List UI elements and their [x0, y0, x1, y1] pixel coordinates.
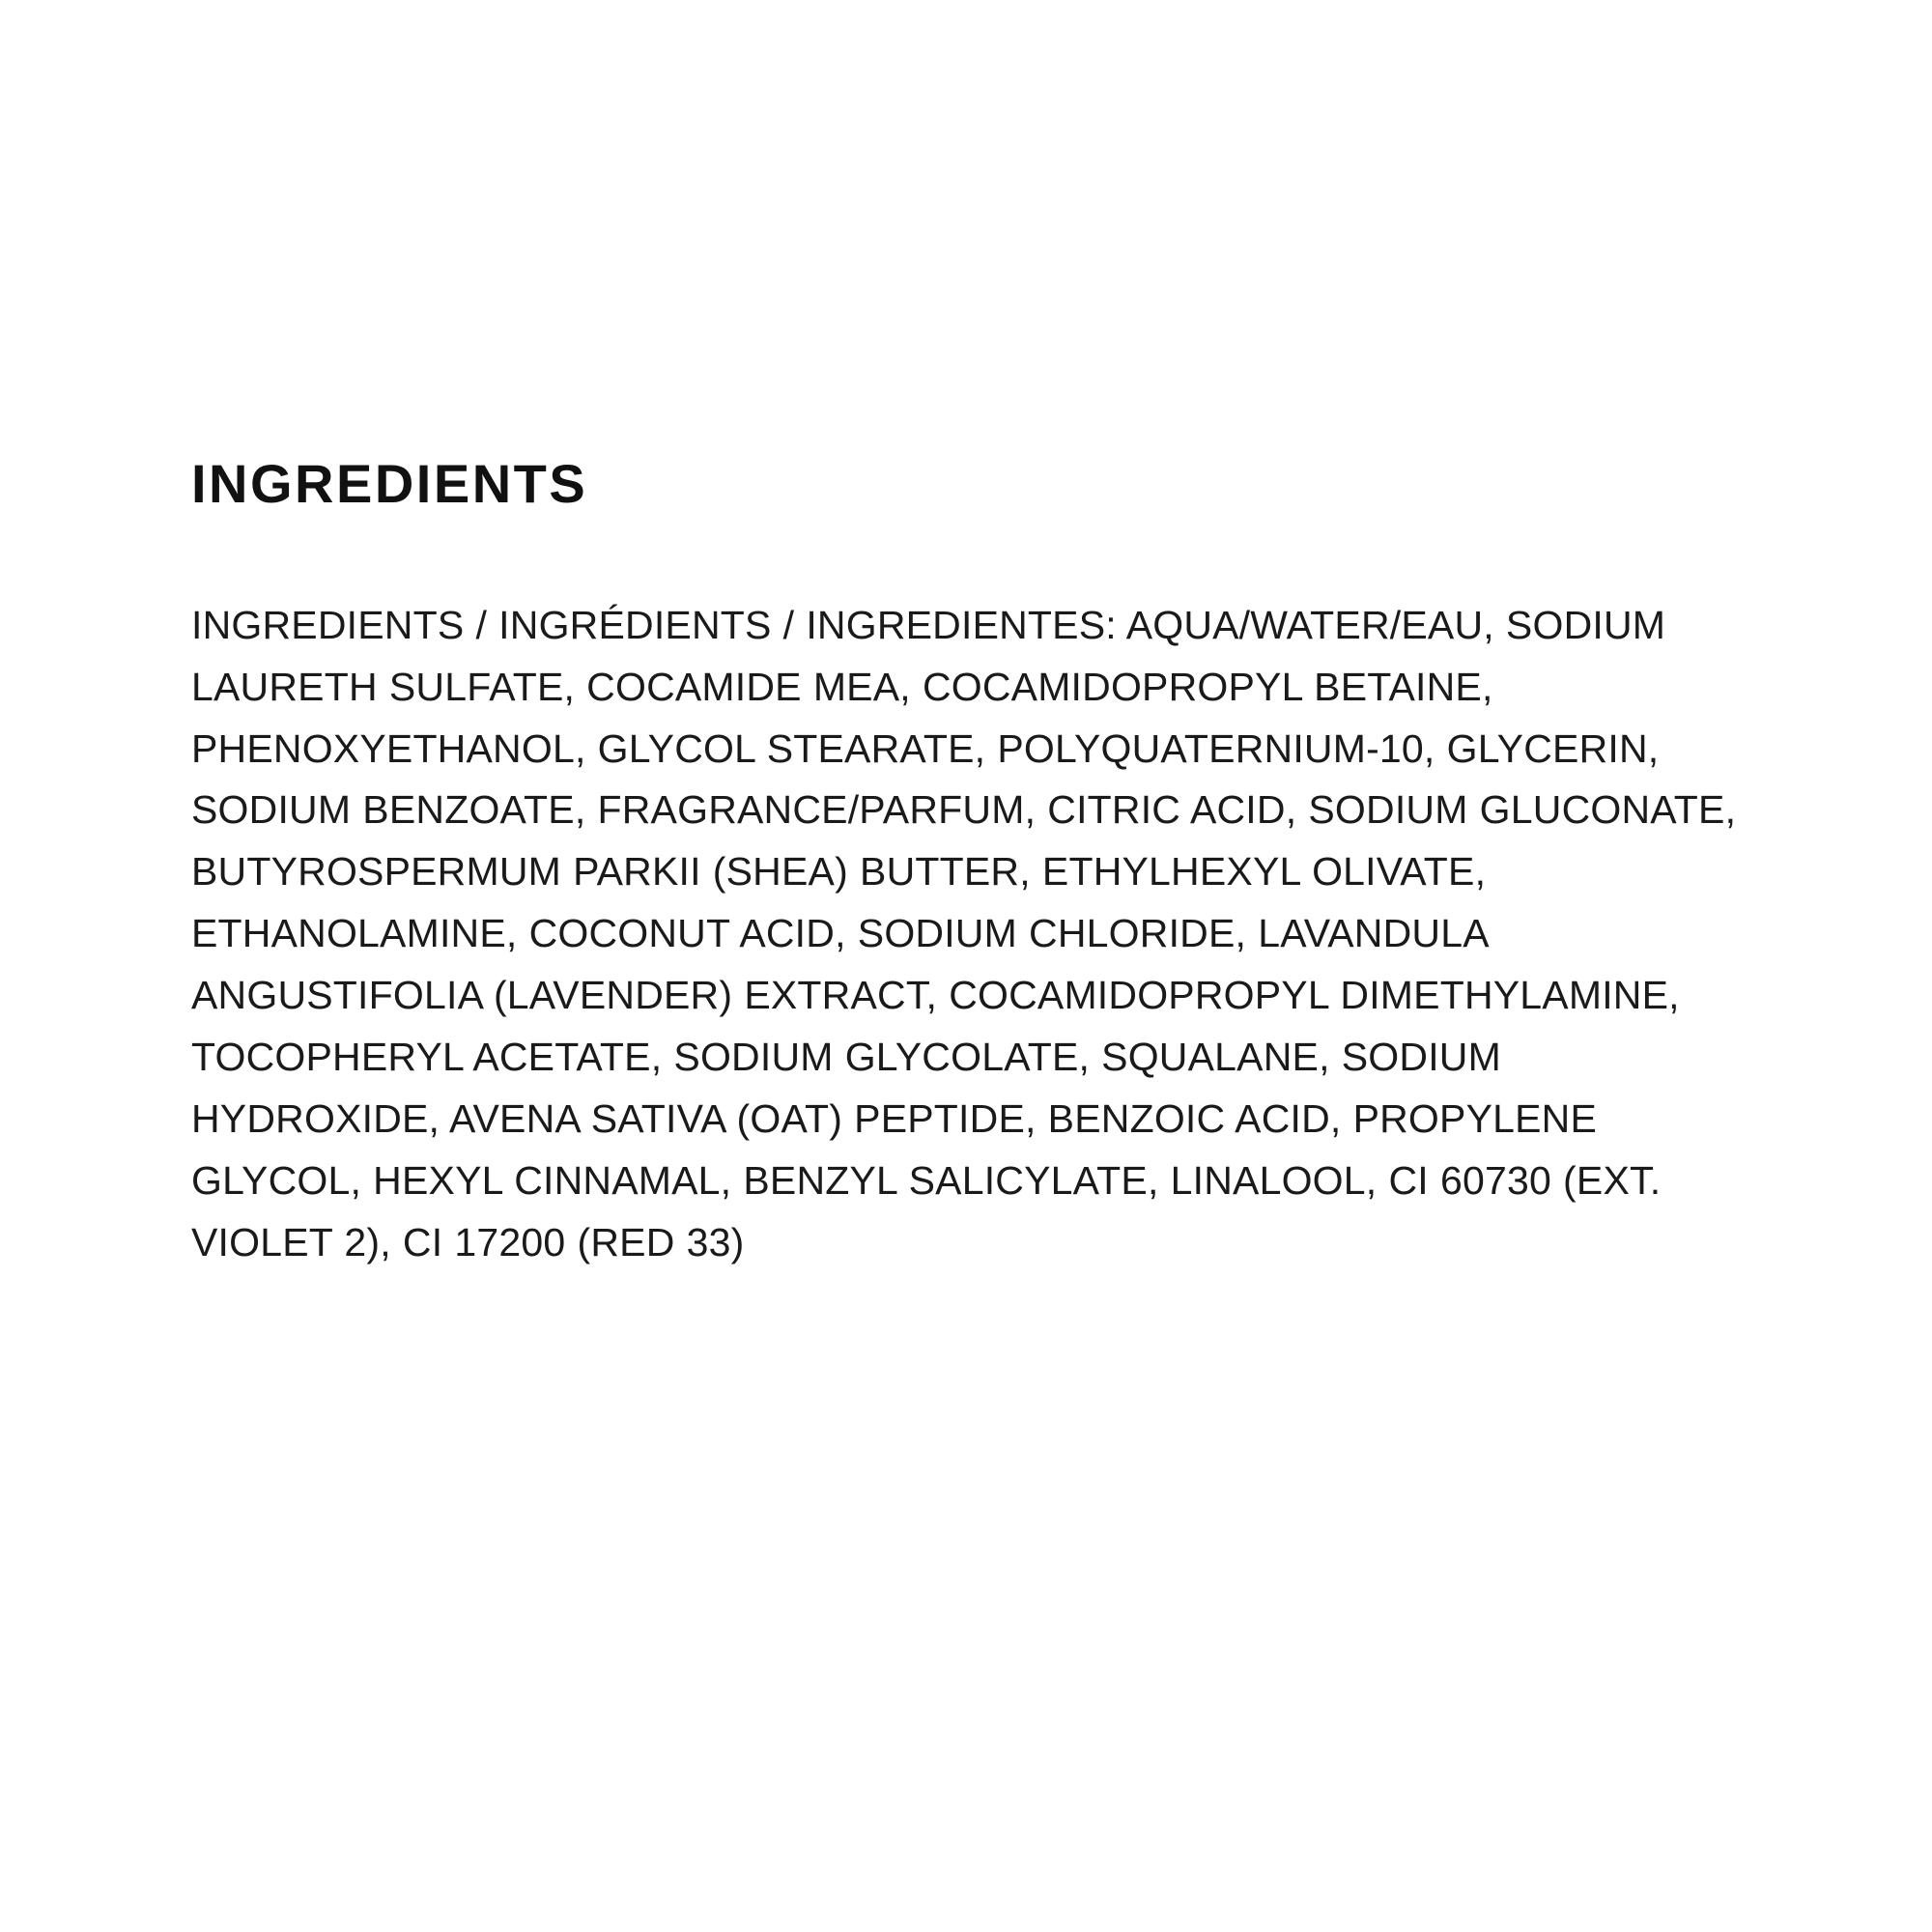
ingredients-content-block: [191, 454, 1756, 1274]
ingredients-list-text: INGREDIENTS / INGRÉDIENTS / INGREDIENTES: AQUA/WATER/EAU, SODIUM LAURETH SULFATE, COCAMIDE MEA, COCAMIDOPROPYL BETAINE, PHENOXYETHANOL, GLYCOL STEARATE, POLYQUATERNIUM-10, GLYCERIN, SODIUM BENZOATE, FRAGRANCE/PARFUM, CITRIC ACID, SODIUM GLUCONATE, BUTYROSPERMUM PARKII (SHEA) BUTTER, ETHYLHEXYL OLIVATE, ETHANOLAMINE, COCONUT ACID, SODIUM CHLORIDE, LAVANDULA ANGUSTIFOLIA (LAVENDER) EXTRACT, COCAMIDOPROPYL DIMETHYLAMINE, TOCOPHERYL ACETATE, SODIUM GLYCOLATE, SQUALANE, SODIUM HYDROXIDE, AVENA SATIVA (OAT) PEPTIDE, BENZOIC ACID, PROPYLENE GLYCOL, HEXYL CINNAMAL, BENZYL SALICYLATE, LINALOOL, CI 60730 (EXT. VIOLET 2), CI 17200 (RED 33): [191, 602, 1737, 1265]
page-title: INGREDIENTS: [191, 453, 588, 514]
